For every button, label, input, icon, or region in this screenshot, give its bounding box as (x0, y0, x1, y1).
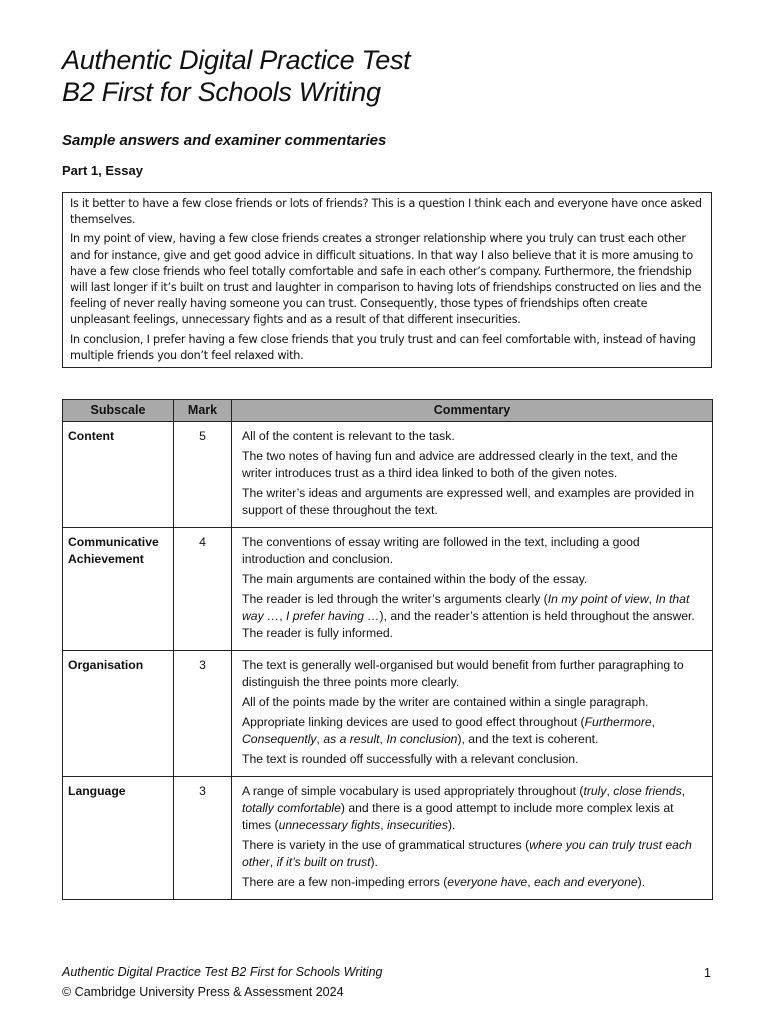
page-number: 1 (704, 966, 711, 980)
table-row (63, 777, 713, 900)
commentary-cell (232, 422, 713, 528)
footer-document-title: Authentic Digital Practice Test B2 First for Schools Writing (62, 965, 383, 979)
table-header-row (63, 400, 713, 422)
essay-paragraph-1: Is it better to have a few close friends or lots of friends? This is a question I think each and everyone have once asked themselves. (70, 197, 702, 227)
table-row (63, 528, 713, 651)
essay-paragraph-3: In conclusion, I prefer having a few close friends that you truly trust and can feel comfortable with, instead of having multiple friends you don’t feel relaxed with. (70, 332, 696, 362)
essay-paragraph-2: In my point of view, having a few close friends creates a stronger relationship where you truly can trust each other and for instance, give and get good advice in difficult situations. In that way I also believe that it is more amusing to have a few close friends who feel totally comfortable and safe in each other’s company. Furthermore, the friendship will last longer if it’s built on trust and laughter in comparison to having lots of friendships constructed on lies and the feeling of never really having someone you can trust. Consequently, those types of friendships often create unpleasant feelings, unnecessary fights and as a result of that different insecurities. (70, 232, 702, 327)
document-title (62, 44, 410, 108)
commentary-cell (232, 777, 713, 900)
commentary-text: The writer’s ideas and arguments are expressed well, and examples are provided in support of these throughout the text. (242, 486, 695, 517)
subscale-cell: Language (63, 777, 174, 900)
commentary-cell (232, 528, 713, 651)
commentary-text: All of the content is relevant to the task. (242, 429, 455, 443)
essay-box (62, 192, 712, 368)
commentary-text: All of the points made by the writer are contained within a single paragraph. (242, 695, 649, 709)
part-heading: Part 1, Essay (62, 163, 143, 178)
section-subtitle: Sample answers and examiner commentaries (62, 132, 387, 149)
subscale-cell: Organisation (63, 651, 174, 777)
header-subscale: Subscale (63, 400, 174, 422)
mark-cell: 5 (174, 422, 232, 528)
subscale-cell: Communicative Achievement (63, 528, 174, 651)
commentary-text: The text is generally well-organised but would benefit from further paragraphing to distinguish the three points more clearly. (242, 658, 684, 689)
commentary-text: There is variety in the use of grammatical structures (where you can truly trust each other, if it’s built on trust). (242, 838, 692, 869)
commentary-text: There are a few non-impeding errors (everyone have, each and everyone). (242, 875, 646, 889)
commentary-text: The text is rounded off successfully with a relevant conclusion. (242, 752, 579, 766)
commentary-text: The conventions of essay writing are followed in the text, including a good introduction and conclusion. (242, 535, 640, 566)
commentary-text: Appropriate linking devices are used to good effect throughout (Furthermore, Consequently, as a result, In conclusion), and the text is coherent. (242, 715, 656, 746)
commentary-text: The main arguments are contained within the body of the essay. (242, 572, 588, 586)
commentary-text: The two notes of having fun and advice are addressed clearly in the text, and the writer introduces trust as a third idea linked to both of the given notes. (242, 449, 678, 480)
table-row (63, 422, 713, 528)
header-commentary: Commentary (232, 400, 713, 422)
mark-cell: 4 (174, 528, 232, 651)
subscale-cell: Content (63, 422, 174, 528)
mark-cell: 3 (174, 651, 232, 777)
title-line-1: Authentic Digital Practice Test (62, 45, 411, 75)
table-row (63, 651, 713, 777)
title-line-2: B2 First for Schools Writing (62, 77, 381, 107)
footer-copyright: © Cambridge University Press & Assessment 2024 (62, 985, 344, 999)
commentary-text: The reader is led through the writer’s arguments clearly (In my point of view, In that way …, I prefer having …), and the reader’s attention is held throughout the answer. The reader is fully informed. (242, 592, 695, 640)
commentary-table (62, 399, 713, 900)
commentary-cell (232, 651, 713, 777)
header-mark: Mark (174, 400, 232, 422)
mark-cell: 3 (174, 777, 232, 900)
commentary-text: A range of simple vocabulary is used appropriately throughout (truly, close friends, totally comfortable) and there is a good attempt to include more complex lexis at times (unnecessary fights, insecurities). (242, 784, 686, 832)
table-body (63, 422, 713, 900)
